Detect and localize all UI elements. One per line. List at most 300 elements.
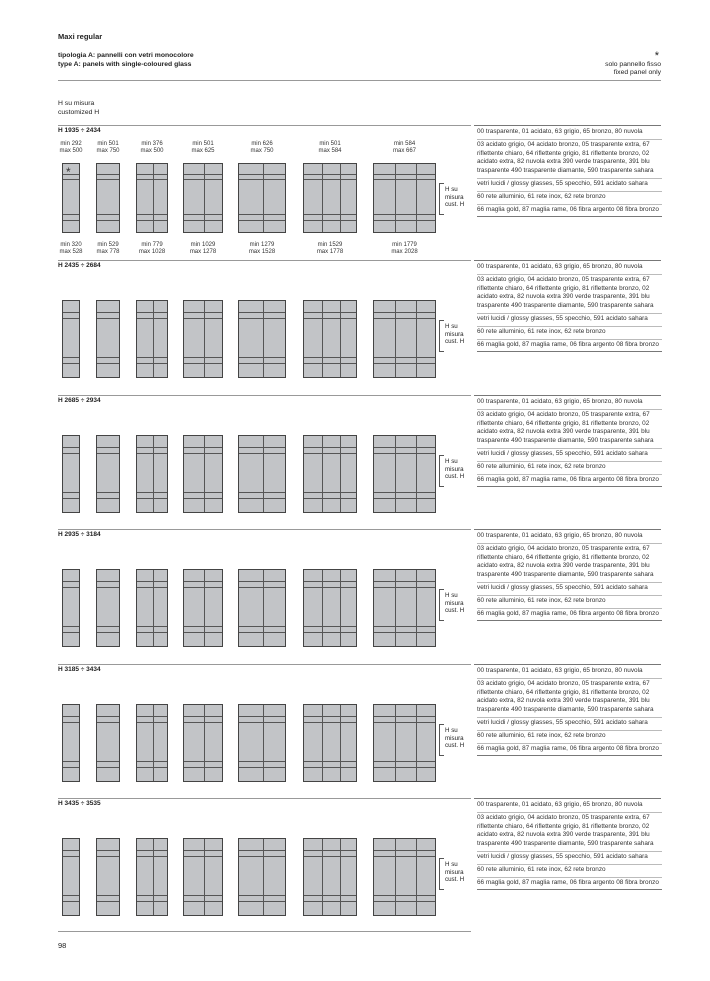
transom: [97, 363, 119, 364]
height-label: [445, 727, 464, 750]
height-label-line: misura: [445, 465, 464, 473]
glass-option: 66 maglia gold, 87 maglia rame, 06 fibra argento 08 fibra bronzo: [477, 744, 662, 757]
transom: [304, 318, 356, 319]
transom: [137, 179, 167, 180]
transom: [304, 179, 356, 180]
transom: [239, 220, 285, 221]
width-value: max 1528: [248, 249, 276, 255]
glass-option: 00 trasparente, 01 acidato, 63 grigio, 65 bronzo, 80 nuvola: [477, 127, 662, 140]
door-diagram: [96, 838, 120, 916]
transom: [97, 492, 119, 493]
transom: [304, 626, 356, 627]
transom: [239, 716, 285, 717]
section-divider: [58, 260, 471, 261]
glass-option: 66 maglia gold, 87 maglia rame, 06 fibra argento 08 fibra bronzo: [477, 609, 662, 622]
glass-options: [477, 531, 662, 621]
transom: [304, 357, 356, 358]
height-label-line: H su: [445, 186, 458, 193]
transom: [97, 220, 119, 221]
transom: [239, 447, 285, 448]
width-value: max 778: [96, 249, 120, 255]
transom: [97, 901, 119, 902]
glass-option: 66 maglia gold, 87 maglia rame, 06 fibra argento 08 fibra bronzo: [477, 205, 662, 218]
transom: [304, 447, 356, 448]
transom: [374, 318, 435, 319]
transom: [97, 357, 119, 358]
transom: [184, 632, 222, 633]
transom: [137, 312, 167, 313]
transom: [137, 498, 167, 499]
height-label-line: H su: [445, 592, 458, 599]
transom: [239, 587, 285, 588]
glass-options: [477, 397, 662, 487]
glass-option: 60 rete alluminio, 61 rete inox, 62 rete bronzo: [477, 731, 662, 744]
transom: [304, 587, 356, 588]
transom: [97, 716, 119, 717]
width-value: min 1779: [392, 242, 417, 248]
width-value: min 320: [60, 242, 82, 248]
height-label: [445, 592, 464, 615]
width-value: min 779: [141, 242, 163, 248]
height-label-line: misura: [445, 330, 464, 338]
section-heading: H 3435 ÷ 3535: [58, 800, 101, 807]
transom: [374, 357, 435, 358]
glass-option: vetri lucidi / glossy glasses, 55 specchio, 591 acidato sahara: [477, 314, 662, 327]
transom: [137, 716, 167, 717]
transom: [184, 447, 222, 448]
transom: [374, 453, 435, 454]
door-diagram: [373, 569, 436, 647]
width-value: max 750: [96, 148, 120, 154]
transom: [184, 626, 222, 627]
transom: [137, 492, 167, 493]
transom: [239, 850, 285, 851]
transom: [97, 761, 119, 762]
glass-column-divider: [474, 260, 661, 261]
door-diagram: [303, 704, 357, 782]
transom: [304, 761, 356, 762]
transom: [184, 901, 222, 902]
glass-option: 00 trasparente, 01 acidato, 63 grigio, 65 bronzo, 80 nuvola: [477, 531, 662, 544]
width-value: min 1279: [249, 242, 275, 248]
transom: [239, 179, 285, 180]
transom: [63, 856, 79, 857]
transom: [239, 761, 285, 762]
section-heading: H 3185 ÷ 3434: [58, 666, 101, 673]
h-custom-it: H su misura: [58, 100, 95, 107]
glass-option: 03 acidato grigio, 04 acidato bronzo, 05 trasparente extra, 67 riflettente chiaro, 64 riflettente grigio, 81 riflettente bronzo, 02 acidato extra, 82 nuvola extra 390 verde trasparente, 391 blu trasparente 490 trasparente diamante, 590 trasparente sahara: [477, 813, 662, 852]
transom: [137, 174, 167, 175]
transom: [374, 767, 435, 768]
door-diagram: [238, 569, 286, 647]
transom: [63, 632, 79, 633]
transom: [97, 447, 119, 448]
door-diagram: [96, 435, 120, 513]
section-heading: H 2685 ÷ 2934: [58, 397, 101, 404]
transom: [304, 214, 356, 215]
transom: [137, 856, 167, 857]
door-diagram: [373, 435, 436, 513]
transom: [374, 492, 435, 493]
door-diagram: [373, 300, 436, 378]
transom: [184, 722, 222, 723]
transom: [304, 716, 356, 717]
subtitle: [58, 52, 194, 69]
width-value: max 750: [250, 148, 274, 154]
transom: [97, 214, 119, 215]
transom: [374, 214, 435, 215]
transom: [97, 174, 119, 175]
transom: [137, 767, 167, 768]
transom: [63, 179, 79, 180]
door-diagram: [373, 838, 436, 916]
glass-option: 03 acidato grigio, 04 acidato bronzo, 05 trasparente extra, 67 riflettente chiaro, 64 riflettente grigio, 81 riflettente bronzo, 02 acidato extra, 82 nuvola extra 390 verde trasparente, 391 blu trasparente 490 trasparente diamante, 590 trasparente sahara: [477, 410, 662, 449]
transom: [374, 856, 435, 857]
glass-option: 00 trasparente, 01 acidato, 63 grigio, 65 bronzo, 80 nuvola: [477, 800, 662, 813]
transom: [374, 895, 435, 896]
transom: [374, 179, 435, 180]
width-value: max 500: [59, 148, 83, 154]
door-diagram: [96, 300, 120, 378]
transom: [374, 626, 435, 627]
transom: [374, 447, 435, 448]
door-diagram: [62, 163, 80, 233]
transom: [63, 357, 79, 358]
door-diagram: [62, 704, 80, 782]
transom: [184, 318, 222, 319]
door-diagram: [62, 300, 80, 378]
transom: [63, 453, 79, 454]
header-divider: [58, 80, 661, 81]
glass-option: 60 rete alluminio, 61 rete inox, 62 rete bronzo: [477, 192, 662, 205]
height-label-line: cust. H: [445, 338, 465, 345]
transom: [374, 716, 435, 717]
fixed-panel-note: [605, 52, 661, 78]
transom: [239, 453, 285, 454]
transom: [304, 767, 356, 768]
transom: [137, 447, 167, 448]
transom: [137, 850, 167, 851]
transom: [97, 581, 119, 582]
section-divider: [58, 125, 471, 126]
width-value: min 501: [192, 141, 214, 147]
transom: [137, 722, 167, 723]
transom: [239, 895, 285, 896]
transom: [239, 174, 285, 175]
door-diagram: [238, 435, 286, 513]
door-diagram: [136, 163, 168, 233]
transom: [184, 761, 222, 762]
section-heading: H 2435 ÷ 2684: [58, 262, 101, 269]
transom: [374, 587, 435, 588]
width-range-top: [90, 141, 126, 155]
door-diagram: [183, 300, 223, 378]
glass-option: 60 rete alluminio, 61 rete inox, 62 rete bronzo: [477, 596, 662, 609]
width-value: min 1529: [317, 242, 343, 248]
transom: [63, 492, 79, 493]
transom: [184, 850, 222, 851]
glass-option: 60 rete alluminio, 61 rete inox, 62 rete bronzo: [477, 462, 662, 475]
glass-option: 03 acidato grigio, 04 acidato bronzo, 05 trasparente extra, 67 riflettente chiaro, 64 riflettente grigio, 81 riflettente bronzo, 02 acidato extra, 82 nuvola extra 390 verde trasparente, 391 blu trasparente 490 trasparente diamante, 590 trasparente sahara: [477, 679, 662, 718]
transom: [239, 357, 285, 358]
transom: [63, 318, 79, 319]
width-range-top: [297, 141, 363, 155]
section-divider: [58, 395, 471, 396]
transom: [184, 453, 222, 454]
width-value: min 501: [319, 141, 341, 147]
height-bracket: [439, 455, 444, 487]
glass-option: vetri lucidi / glossy glasses, 55 specchio, 591 acidato sahara: [477, 718, 662, 731]
transom: [63, 214, 79, 215]
transom: [184, 363, 222, 364]
door-diagram: [136, 704, 168, 782]
width-range-bottom: [365, 242, 444, 256]
height-bracket: [439, 320, 444, 352]
transom: [239, 498, 285, 499]
width-value: min 529: [97, 242, 119, 248]
door-diagram: [183, 704, 223, 782]
transom: [97, 632, 119, 633]
width-range-bottom: [54, 242, 88, 256]
glass-option: 00 trasparente, 01 acidato, 63 grigio, 65 bronzo, 80 nuvola: [477, 397, 662, 410]
glass-option: 03 acidato grigio, 04 acidato bronzo, 05 trasparente extra, 67 riflettente chiaro, 64 riflettente grigio, 81 riflettente bronzo, 02 acidato extra, 82 nuvola extra 390 verde trasparente, 391 blu trasparente 490 trasparente diamante, 590 trasparente sahara: [477, 544, 662, 583]
height-label: [445, 861, 464, 884]
glass-option: 60 rete alluminio, 61 rete inox, 62 rete bronzo: [477, 865, 662, 878]
height-label-line: misura: [445, 193, 464, 201]
height-label-line: cust. H: [445, 742, 465, 749]
door-diagram: [136, 838, 168, 916]
transom: [184, 179, 222, 180]
transom: [97, 587, 119, 588]
transom: [63, 850, 79, 851]
transom: [63, 581, 79, 582]
transom: [137, 581, 167, 582]
transom: [374, 498, 435, 499]
transom: [239, 363, 285, 364]
glass-option: 66 maglia gold, 87 maglia rame, 06 fibra argento 08 fibra bronzo: [477, 878, 662, 891]
door-diagram: [303, 838, 357, 916]
transom: [239, 312, 285, 313]
transom: [97, 722, 119, 723]
width-range-top: [232, 141, 292, 155]
height-label: [445, 186, 464, 209]
height-label-line: H su: [445, 458, 458, 465]
transom: [304, 498, 356, 499]
page-title: Maxi regular: [58, 32, 103, 41]
section-divider: [58, 798, 471, 799]
height-label-line: misura: [445, 734, 464, 742]
section-divider: [58, 529, 471, 530]
transom: [63, 587, 79, 588]
transom: [184, 174, 222, 175]
door-diagram: [303, 435, 357, 513]
transom: [97, 498, 119, 499]
transom: [97, 626, 119, 627]
transom: [239, 318, 285, 319]
width-value: max 584: [318, 148, 342, 154]
transom: [239, 626, 285, 627]
transom: [374, 312, 435, 313]
transom: [63, 767, 79, 768]
width-value: min 1029: [190, 242, 216, 248]
glass-column-divider: [474, 529, 661, 530]
width-value: max 528: [59, 249, 83, 255]
section-divider: [58, 931, 471, 932]
transom: [97, 856, 119, 857]
transom: [97, 767, 119, 768]
door-diagram: [238, 300, 286, 378]
transom: [137, 626, 167, 627]
width-range-bottom: [295, 242, 365, 256]
height-label-line: misura: [445, 868, 464, 876]
width-range-top: [177, 141, 229, 155]
door-diagram: [136, 435, 168, 513]
width-range-top: [56, 141, 86, 155]
glass-option: 66 maglia gold, 87 maglia rame, 06 fibra argento 08 fibra bronzo: [477, 475, 662, 488]
glass-option: vetri lucidi / glossy glasses, 55 specchio, 591 acidato sahara: [477, 179, 662, 192]
door-diagram: [62, 435, 80, 513]
transom: [63, 498, 79, 499]
transom: [63, 895, 79, 896]
width-value: min 626: [251, 141, 273, 147]
section-divider: [58, 664, 471, 665]
transom: [374, 174, 435, 175]
note-it: solo pannello fisso: [605, 60, 661, 68]
door-diagram: [183, 838, 223, 916]
door-diagram: [136, 300, 168, 378]
door-diagram: [136, 569, 168, 647]
transom: [374, 722, 435, 723]
transom: [137, 901, 167, 902]
width-value: min 292: [60, 141, 82, 147]
subtitle-en: type A: panels with single-coloured glass: [58, 60, 192, 68]
transom: [184, 895, 222, 896]
height-bracket: [439, 724, 444, 756]
width-value: max 1278: [189, 249, 217, 255]
door-diagram: [96, 569, 120, 647]
height-label-line: H su: [445, 727, 458, 734]
transom: [97, 318, 119, 319]
width-value: max 1028: [138, 249, 166, 255]
transom: [137, 632, 167, 633]
transom: [184, 716, 222, 717]
transom: [63, 312, 79, 313]
transom: [374, 632, 435, 633]
transom: [304, 895, 356, 896]
width-value: min 501: [97, 141, 119, 147]
transom: [137, 587, 167, 588]
transom: [97, 895, 119, 896]
door-diagram: [96, 163, 120, 233]
door-diagram: [62, 569, 80, 647]
transom: [97, 179, 119, 180]
transom: [63, 220, 79, 221]
door-diagram: [238, 163, 286, 233]
transom: [137, 363, 167, 364]
door-diagram: [96, 704, 120, 782]
transom: [374, 581, 435, 582]
door-diagram: [183, 163, 223, 233]
glass-column-divider: [474, 125, 661, 126]
transom: [137, 453, 167, 454]
asterisk-icon: *: [66, 165, 71, 179]
glass-option: 00 trasparente, 01 acidato, 63 grigio, 65 bronzo, 80 nuvola: [477, 262, 662, 275]
transom: [239, 492, 285, 493]
transom: [184, 581, 222, 582]
transom: [184, 767, 222, 768]
transom: [184, 492, 222, 493]
glass-options: [477, 800, 662, 890]
glass-option: vetri lucidi / glossy glasses, 55 specchio, 591 acidato sahara: [477, 449, 662, 462]
height-label-line: misura: [445, 599, 464, 607]
width-value: max 667: [392, 148, 416, 154]
page-number: 98: [58, 941, 67, 950]
height-bracket: [439, 183, 444, 215]
transom: [63, 363, 79, 364]
width-value: min 584: [393, 141, 416, 147]
transom: [97, 850, 119, 851]
transom: [97, 453, 119, 454]
transom: [239, 214, 285, 215]
height-label-line: cust. H: [445, 607, 465, 614]
glass-option: vetri lucidi / glossy glasses, 55 specchio, 591 acidato sahara: [477, 852, 662, 865]
height-bracket: [439, 858, 444, 890]
transom: [137, 895, 167, 896]
transom: [304, 492, 356, 493]
door-diagram: [303, 163, 357, 233]
transom: [304, 901, 356, 902]
transom: [184, 220, 222, 221]
transom: [304, 581, 356, 582]
door-diagram: [238, 838, 286, 916]
transom: [137, 220, 167, 221]
transom: [239, 722, 285, 723]
width-value: max 1778: [316, 249, 344, 255]
transom: [239, 767, 285, 768]
glass-option: 00 trasparente, 01 acidato, 63 grigio, 65 bronzo, 80 nuvola: [477, 666, 662, 679]
width-value: max 2028: [391, 249, 418, 255]
transom: [137, 214, 167, 215]
height-label-line: cust. H: [445, 876, 465, 883]
glass-options: [477, 666, 662, 756]
h-custom-en: customized H: [58, 109, 100, 116]
glass-option: 60 rete alluminio, 61 rete inox, 62 rete bronzo: [477, 327, 662, 340]
transom: [304, 363, 356, 364]
transom: [304, 722, 356, 723]
width-range-top: [367, 141, 442, 155]
width-value: max 500: [140, 148, 164, 154]
width-value: max 625: [191, 148, 215, 154]
asterisk-icon: *: [654, 50, 659, 62]
door-diagram: [62, 838, 80, 916]
transom: [63, 626, 79, 627]
transom: [63, 761, 79, 762]
door-diagram: [183, 435, 223, 513]
door-diagram: [373, 163, 436, 233]
transom: [63, 722, 79, 723]
transom: [63, 901, 79, 902]
door-diagram: [373, 704, 436, 782]
transom: [63, 447, 79, 448]
door-diagram: [183, 569, 223, 647]
section-heading: H 1935 ÷ 2434: [58, 127, 101, 134]
door-diagram: [303, 569, 357, 647]
transom: [374, 363, 435, 364]
glass-column-divider: [474, 395, 661, 396]
transom: [137, 318, 167, 319]
glass-column-divider: [474, 798, 661, 799]
section-heading: H 2935 ÷ 3184: [58, 531, 101, 538]
